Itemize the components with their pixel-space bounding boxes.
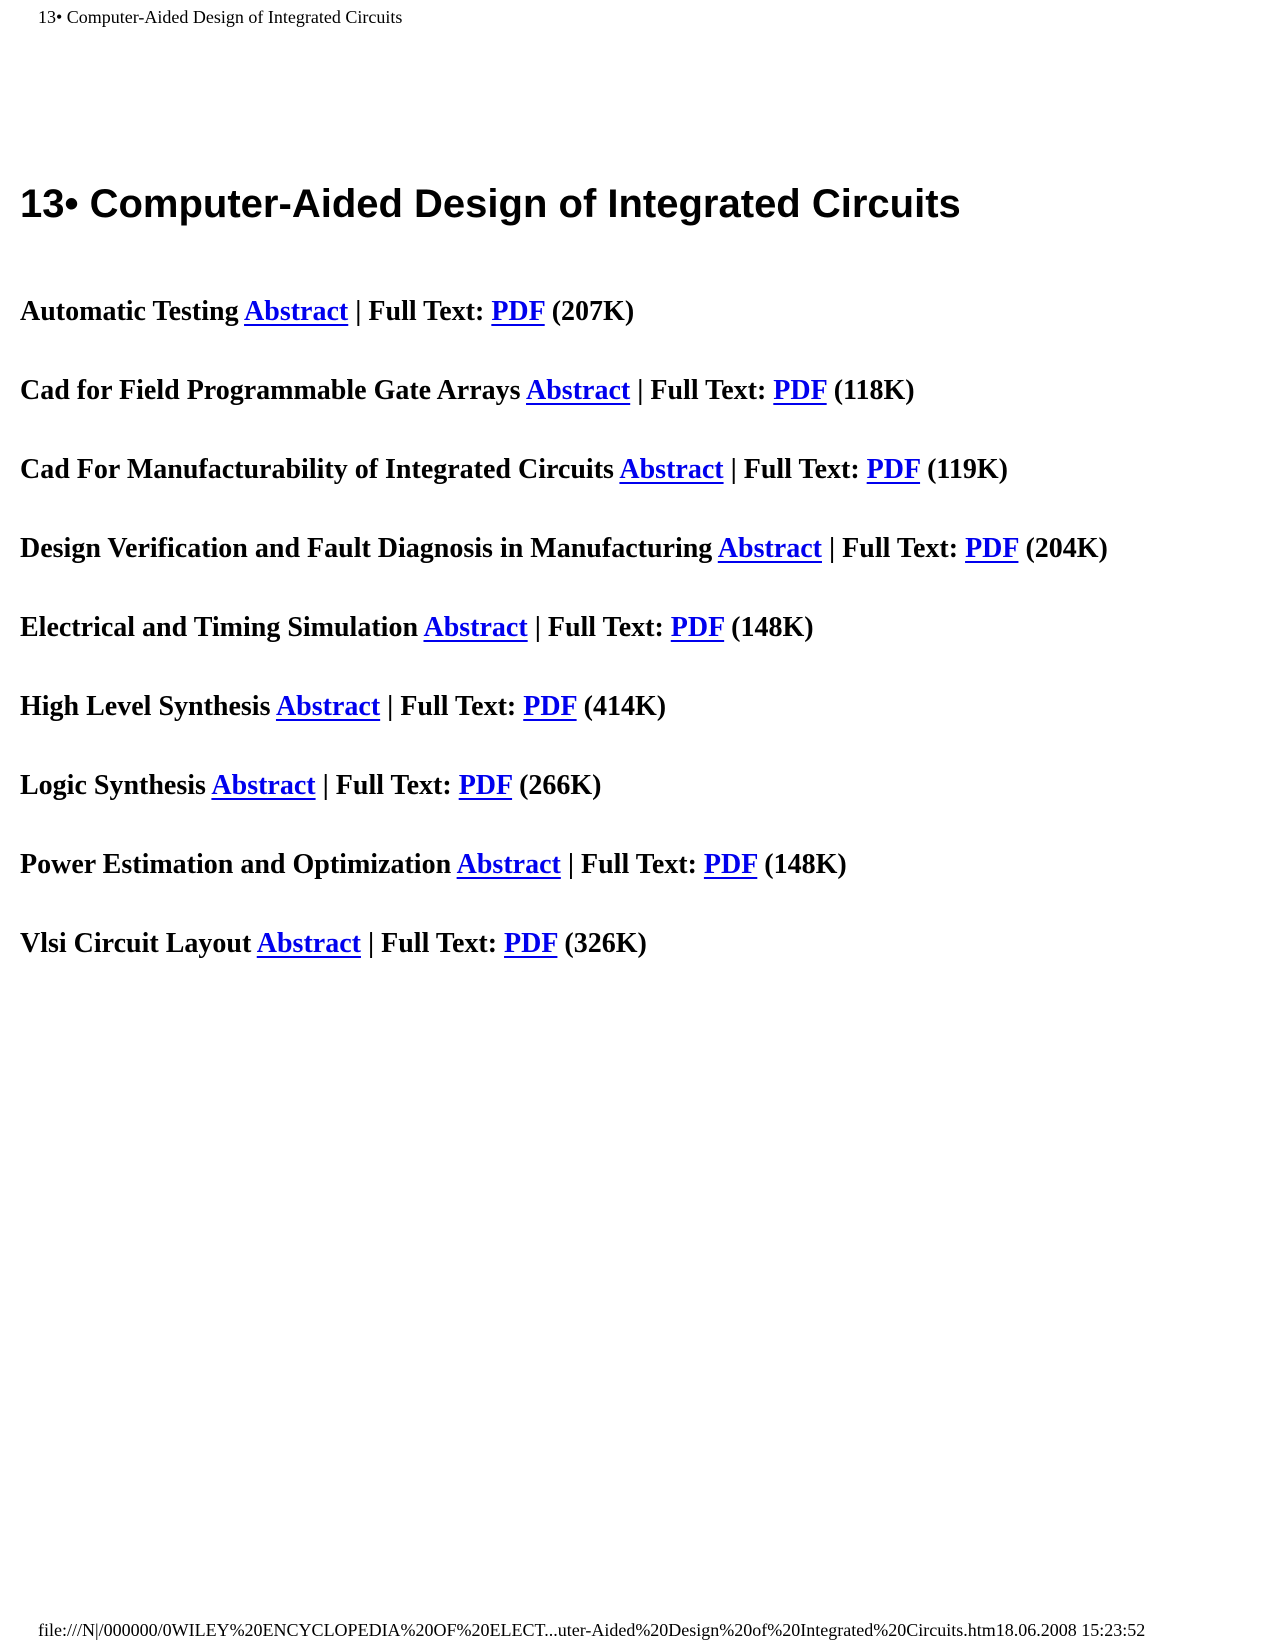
print-header: 13• Computer-Aided Design of Integrated Circuits <box>38 7 403 27</box>
full-text-label: | Full Text: <box>828 533 959 564</box>
article-title: Automatic Testing <box>20 296 239 327</box>
abstract-link[interactable]: Abstract <box>526 375 631 406</box>
article-entry <box>20 847 1260 883</box>
file-size: (326K) <box>564 928 647 959</box>
file-size: (148K) <box>764 849 847 880</box>
abstract-link[interactable]: Abstract <box>256 928 361 959</box>
pdf-link[interactable]: PDF <box>491 296 545 327</box>
article-title: Design Verification and Fault Diagnosis in Manufacturing <box>20 533 713 564</box>
full-text-label: | Full Text: <box>387 691 517 722</box>
pdf-link[interactable]: PDF <box>504 928 558 959</box>
pdf-link[interactable]: PDF <box>458 770 513 801</box>
article-title: High Level Synthesis <box>20 691 271 722</box>
pdf-link[interactable]: PDF <box>670 612 725 643</box>
article-title: Cad for Field Programmable Gate Arrays <box>20 375 521 406</box>
article-entry <box>20 531 1260 567</box>
article-title: Electrical and Timing Simulation <box>20 612 419 643</box>
abstract-link[interactable]: Abstract <box>275 691 381 722</box>
full-text-label: | Full Text: <box>322 770 452 801</box>
full-text-label: | Full Text: <box>355 296 485 327</box>
article-list <box>20 294 1260 1005</box>
file-size: (119K) <box>927 454 1008 485</box>
article-entry <box>20 294 1260 330</box>
article-entry <box>20 689 1260 725</box>
article-title: Vlsi Circuit Layout <box>20 928 252 959</box>
full-text-label: | Full Text: <box>567 849 697 880</box>
article-entry <box>20 452 1260 488</box>
pdf-link[interactable]: PDF <box>523 691 577 722</box>
file-size: (118K) <box>833 375 915 406</box>
article-entry <box>20 610 1260 646</box>
full-text-label: | Full Text: <box>534 612 664 643</box>
article-entry <box>20 926 1260 962</box>
article-title: Power Estimation and Optimization <box>20 849 452 880</box>
file-size: (266K) <box>519 770 602 801</box>
abstract-link[interactable]: Abstract <box>717 533 822 564</box>
abstract-link[interactable]: Abstract <box>456 849 561 880</box>
page-title: 13• Computer-Aided Design of Integrated Circuits <box>20 182 961 226</box>
abstract-link[interactable]: Abstract <box>244 296 349 327</box>
abstract-link[interactable]: Abstract <box>211 770 316 801</box>
print-footer: file:///N|/000000/0WILEY%20ENCYCLOPEDIA%20OF%20ELECT...uter-Aided%20Design%20of%20Integrated%20Circuits.htm18.06.2008 15:23:52 <box>38 1620 1146 1640</box>
file-size: (414K) <box>583 691 667 722</box>
article-entry <box>20 373 1260 409</box>
abstract-link[interactable]: Abstract <box>619 454 724 485</box>
file-size: (204K) <box>1025 533 1108 564</box>
article-entry <box>20 768 1260 804</box>
pdf-link[interactable]: PDF <box>703 849 758 880</box>
article-title: Logic Synthesis <box>20 770 206 801</box>
article-title: Cad For Manufacturability of Integrated Circuits <box>20 454 614 485</box>
full-text-label: | Full Text: <box>637 375 767 406</box>
pdf-link[interactable]: PDF <box>866 454 921 485</box>
full-text-label: | Full Text: <box>367 928 498 959</box>
file-size: (148K) <box>731 612 814 643</box>
file-size: (207K) <box>551 296 635 327</box>
abstract-link[interactable]: Abstract <box>423 612 528 643</box>
pdf-link[interactable]: PDF <box>965 533 1019 564</box>
full-text-label: | Full Text: <box>730 454 860 485</box>
pdf-link[interactable]: PDF <box>773 375 827 406</box>
